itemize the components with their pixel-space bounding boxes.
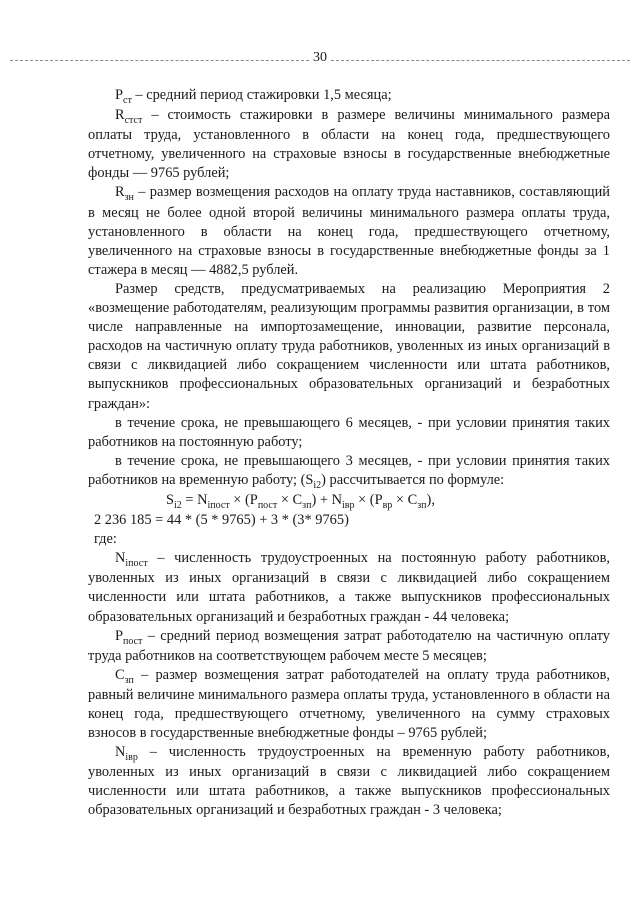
def-n-ipost: $N_{iпост}$ – численность трудоустроенных на постоянную работу работников, уволенных из иных организаций в связи с ликвидацией либо сокращением численности или штата работников, а также выпускников профессиональных образовательных организаций и безработных граждан - 44 человека; <box>88 550 610 625</box>
def-c-zp: $C_{зп}$ – размер возмещения затрат работодателей на оплату труда работников, равный величине минимального размера оплаты труда, установленного в области на конец года, предшествующего отчетному, увеличенного на сумму страховых взносов в государственные внебюджетные фонды – 9765 рублей; <box>88 666 610 742</box>
def-n-ivr: $N_{iвр}$ – численность трудоустроенных на временную работу работников, уволенных из иных организаций в связи с ликвидацией либо сокращением численности или штата работников, а также выпускников профессиональных образовательных организаций и безработных граждан - 3 человека; <box>88 744 610 819</box>
def-p-st: $P_{ст}$ – средний период стажировки 1,5 месяца; <box>115 87 392 106</box>
term-6-months: в течение срока, не превышающего 6 месяцев, - при условии принятия таких работников на постоянную работу; <box>88 414 610 450</box>
calculation: 2 236 185 = 44 * (5 * 9765) + 3 * (3* 9765) <box>94 512 349 529</box>
page-number: 30 <box>0 50 640 66</box>
term-3-months: в течение срока, не превышающего 3 месяцев, - при условии принятия таких работников на временную работу; $(S_{i2})$ рассчитывается по формуле: <box>88 452 610 491</box>
formula: $S_{i2} = N_{iпост} \times (P_{пост} \times C_{зп}) + N_{iвр} \times (P_{вр} \times C_{зп})$, <box>166 491 435 511</box>
def-r-zn: $R_{зн}$ – размер возмещения расходов на оплату труда наставников, составляющий в месяц не более одной второй величины минимального размера оплаты труда, установленного в области на конец года, предшествующего отчетному, увеличенного на страховые взносы в государственные внебюджетные фонды за 1 стажера в месяц — 4882,5 рублей. <box>88 184 610 278</box>
document-body <box>88 86 610 821</box>
def-r-stst: $R_{стст}$ – стоимость стажировки в размере величины минимального размера оплаты труда, установленного в области на конец года, предшествующего отчетному, увеличенного на страховые взносы в государственные внебюджетные фонды — 9765 рублей; <box>88 107 610 182</box>
def-p-post: $P_{пост}$ – средний период возмещения затрат работодателю на частичную оплату труда работников на соответствующем рабочем месте 5 месяцев; <box>88 627 610 664</box>
where-label: где: <box>94 531 117 548</box>
measure-2-paragraph: Размер средств, предусматриваемых на реализацию Мероприятия 2 «возмещение работодателям, реализующим программы развития организации, в том числе направленные на импортозамещение, инновации, развитие персонала, расходов на частичную оплату труда работников, уволенных из иных организаций в связи с ликвидацией либо сокращением численности или штата работников, выпускников профессиональных образовательных организаций и безработных граждан»: <box>88 280 610 412</box>
